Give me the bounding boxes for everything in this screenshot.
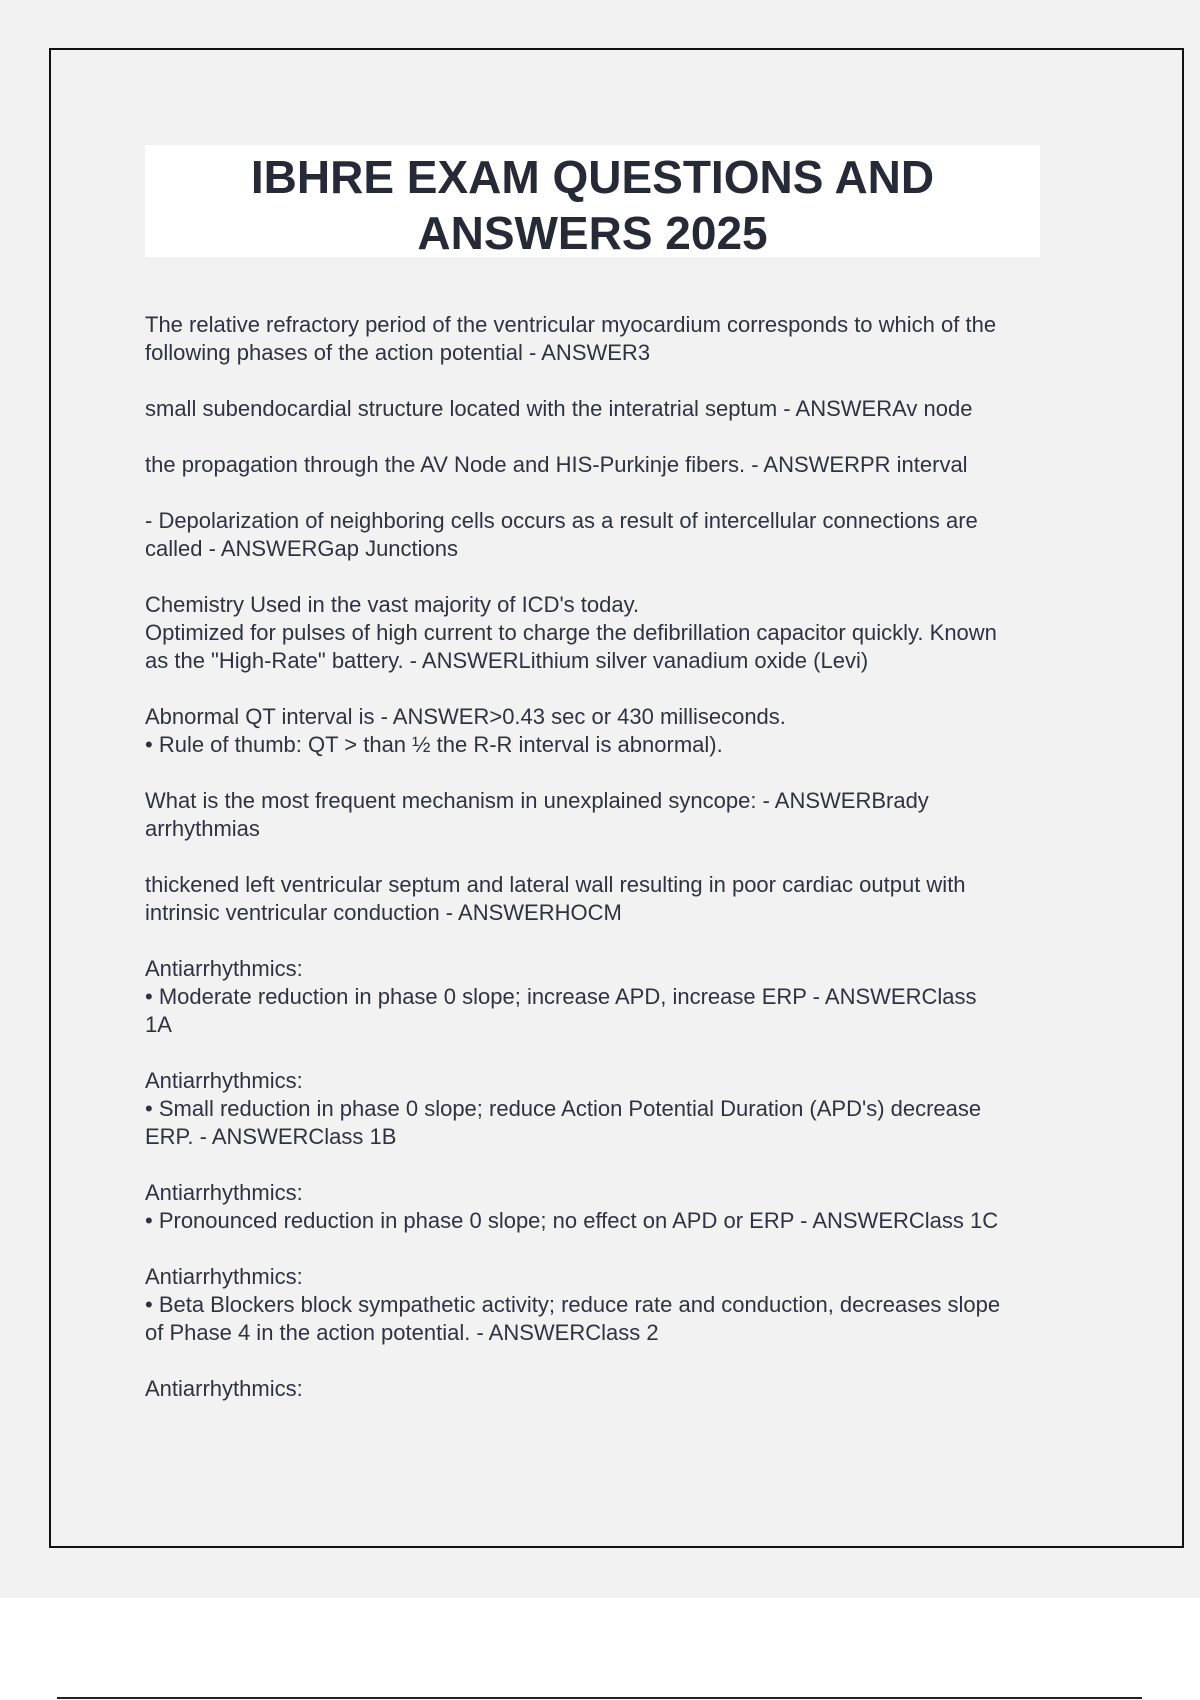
qa-item [145,311,1095,367]
qa-text-line: arrhythmias [145,816,260,841]
title-line: ANSWERS 2025 [417,207,768,259]
qa-item [145,1375,1095,1403]
qa-text-line: small subendocardial structure located with the interatrial septum - ANSWERAv node [145,396,973,421]
footer-divider [57,1697,1142,1699]
qa-text-line: • Small reduction in phase 0 slope; reduce Action Potential Duration (APD's) decrease [145,1096,982,1121]
qa-item [145,507,1095,563]
qa-text-line: the propagation through the AV Node and HIS-Purkinje fibers. - ANSWERPR interval [145,452,968,477]
qa-item [145,955,1095,1039]
qa-text-line: following phases of the action potential - ANSWER3 [145,340,651,365]
qa-list [145,311,1095,1431]
qa-text-line: What is the most frequent mechanism in unexplained syncope: - ANSWERBrady [145,788,929,813]
qa-text-line: as the "High-Rate" battery. - ANSWERLithium silver vanadium oxide (Levi) [145,648,869,673]
qa-item [145,451,1095,479]
qa-text-line: Chemistry Used in the vast majority of ICD's today. [145,592,640,617]
page-title [145,149,1040,261]
qa-text-line: thickened left ventricular septum and lateral wall resulting in poor cardiac output with [145,872,966,897]
qa-text-line: called - ANSWERGap Junctions [145,536,459,561]
qa-item [145,1067,1095,1151]
qa-item [145,395,1095,423]
qa-item [145,1179,1095,1235]
qa-item [145,591,1095,675]
qa-text-line: Optimized for pulses of high current to charge the defibrillation capacitor quickly. Known [145,620,997,645]
qa-item [145,703,1095,759]
qa-text-line: 1A [145,1012,172,1037]
qa-item [145,787,1095,843]
qa-text-line: intrinsic ventricular conduction - ANSWERHOCM [145,900,622,925]
qa-text-line: - Depolarization of neighboring cells occurs as a result of intercellular connections are [145,508,978,533]
qa-text-line: Abnormal QT interval is - ANSWER>0.43 sec or 430 milliseconds. [145,704,786,729]
qa-text-line: Antiarrhythmics: [145,1376,303,1401]
qa-item [145,1263,1095,1347]
qa-text-line: • Pronounced reduction in phase 0 slope; no effect on APD or ERP - ANSWERClass 1C [145,1208,999,1233]
qa-text-line: Antiarrhythmics: [145,1068,303,1093]
qa-text-line: The relative refractory period of the ventricular myocardium corresponds to which of the [145,312,997,337]
qa-text-line: Antiarrhythmics: [145,956,303,981]
qa-text-line: • Rule of thumb: QT > than ½ the R-R interval is abnormal). [145,732,723,757]
qa-text-line: ERP. - ANSWERClass 1B [145,1124,397,1149]
qa-item [145,871,1095,927]
qa-text-line: of Phase 4 in the action potential. - ANSWERClass 2 [145,1320,659,1345]
title-banner [145,145,1040,257]
qa-text-line: • Moderate reduction in phase 0 slope; increase APD, increase ERP - ANSWERClass [145,984,977,1009]
title-line: IBHRE EXAM QUESTIONS AND [250,151,935,203]
qa-text-line: Antiarrhythmics: [145,1264,303,1289]
qa-text-line: Antiarrhythmics: [145,1180,303,1205]
qa-text-line: • Beta Blockers block sympathetic activity; reduce rate and conduction, decreases slope [145,1292,1001,1317]
